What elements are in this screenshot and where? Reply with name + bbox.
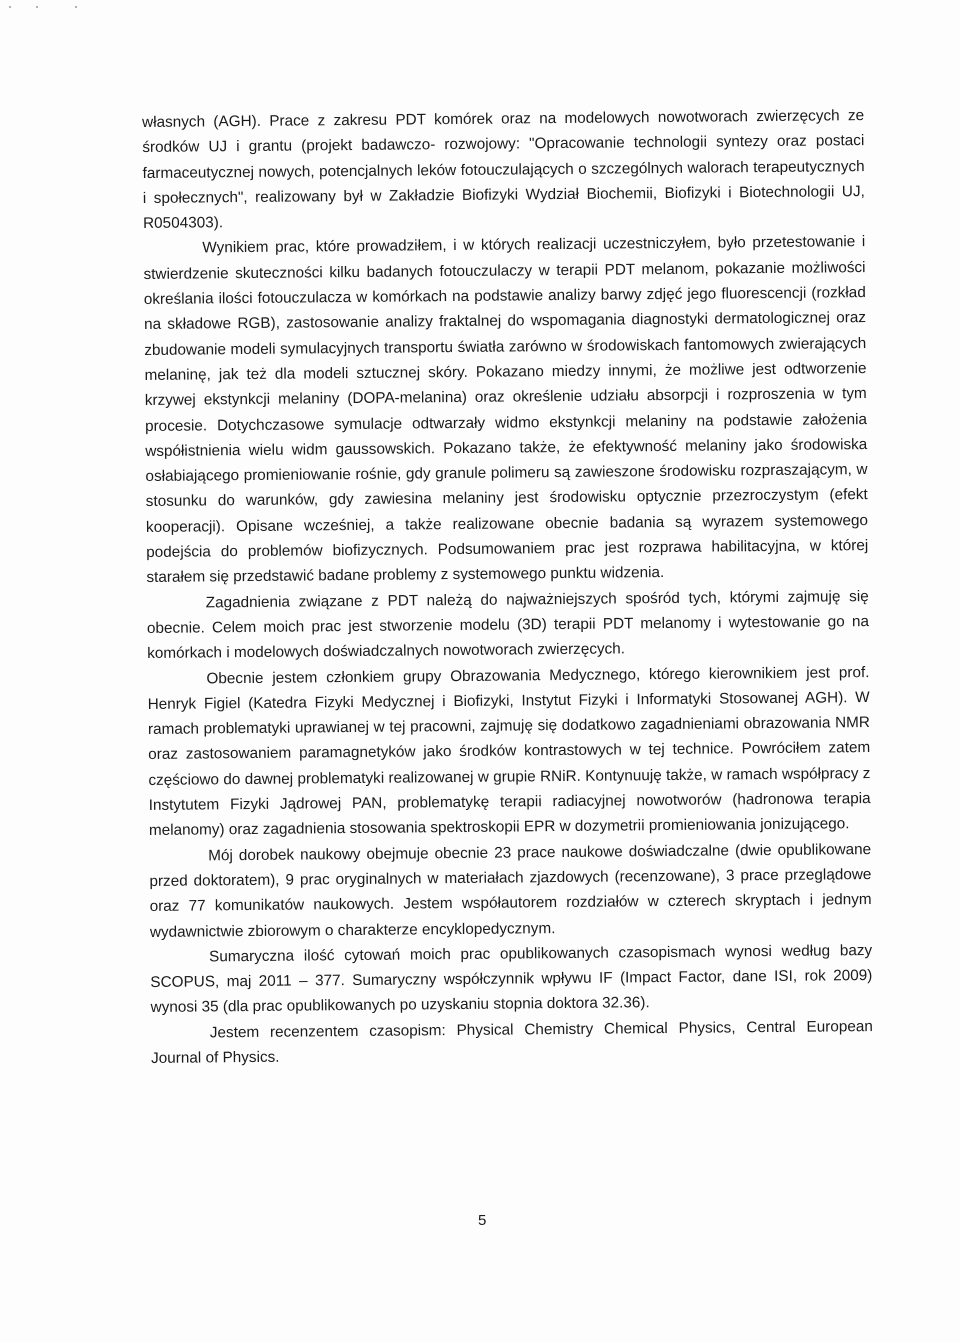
paragraph-continuation: własnych (AGH). Prace z zakresu PDT komórek oraz na modelowych nowotworach zwierzęcych ze środków UJ i grantu (projekt badawczo- rozwojowy: "Opracowanie technologii syntezy oraz postaci farmaceutycznej nowych, potencjalnych leków fotouczulających o szczególnych walorach terapeutycznych i społecznych", realizowany był w Zakładzie Biofizyki Wydział Biochemii, Biofizyki i Biotechnologii UJ, R0504303). [142,107,865,233]
paragraph-research-results: Wynikiem prac, które prowadziłem, i w których realizacji uczestniczyłem, było przetestowanie i stwierdzenie skuteczności kilku badanych fotouczulaczy w terapii PDT melanom, pokazanie możliwości określania ilości fotouczulacza w komórkach na podstawie analizy barwy zdjęć jego fluorescencji (rozkład na składowe RGB), zastosowanie analizy fraktalnej do wspomagania diagnostyki dermatologicznej oraz zbudowanie modeli symulacyjnych transportu światła zarówno w środowiskach fantomowych zwierających melaninę, jak też dla modeli sztucznej skóry. Pokazano miedzy innymi, że możliwe jest odtworzenie krzywej ekstynkcji melaniny (DOPA-melanina) oraz określenie udziału absorpcji i rozproszenia w tym procesie. Dotychczasowe symulacje odtwarzały widmo ekstynkcji melaniny na podstawie założenia współistnienia wielu widm gaussowskich. Pokazano także, że efektywność melaniny jako środowiska osłabiającego promieniowanie rośnie, gdy granule polimeru są zawieszone środowisku rozpraszającym, w stosunku do warunków, gdy zawiesina melaniny jest środowisku optycznie przezroczystym (efekt kooperacji). Opisane wcześniej, a także realizowane obecnie badania są wyrazem systemowego podejścia do problemów biofizycznych. Podsumowaniem prac jest rozprawa habilitacyjna, w której starałem się przedstawić badane problemy z systemowego punktu widzenia. [143,233,869,587]
page-number: 5 [478,1212,487,1229]
paragraph-publications: Mój dorobek naukowy obejmuje obecnie 23 prace naukowe doświadczalne (dwie opublikowane przed doktoratem), 9 prac oryginalnych w materiałach zjazdowych (recenzowane), 3 prace przeglądowe oraz 77 komunikatów naukowych. Jestem współautorem rozdziałów w czterech skryptach i jednym wydawnictwie zbiorowym o charakterze encyklopedycznym. [149,840,872,941]
paragraph-pdt-topics: Zagadnienia związane z PDT należą do najważniejszych spośród tych, którymi zajmuję się obecnie. Celem moich prac jest stworzenie modelu (3D) terapii PDT melanomy i wytestowanie go na komórkach i modelowych doświadczalnych nowotworach zwierzęcych. [146,587,870,663]
paragraph-medical-imaging-group: Obecnie jestem członkiem grupy Obrazowania Medycznego, którego kierownikiem jest prof. Henryk Figiel (Katedra Fizyki Medycznej i Biofizyki, Instytut Fizyki i Informatyki Stosowanej AGH). W ramach problematyki uprawianej w tej pracowni, zajmuję się dodatkowo zagadnieniami obrazowania NMR oraz zastosowaniem paramagnetyków jako środków kontrastowych w tej technice. Powróciłem zatem częściowo do dawnej problematyki realizowanej w grupie RNiR. Kontynuuję także, w ramach współpracy z Instytutem Fizyki Jądrowej PAN, problematykę terapii radiacyjnej nowotworów (hadronowa terapia melanomy) oraz zagadnienia stosowania spektroskopii EPR w dozymetrii promieniowania jonizującego. [147,663,871,840]
scan-artifact [36,6,38,8]
scan-artifact [9,6,11,8]
body-text [142,103,873,1071]
paragraph-citations: Sumaryczna ilość cytowań moich prac opublikowanych czasopismach wynosi według bazy SCOPUS, maj 2011 – 377. Sumaryczny współczynnik wpływu IF (Impact Factor, dane ISI, rok 2009) wynosi 35 (dla prac opublikowanych po uzyskaniu stopnia doktora 32.36). [150,941,873,1017]
scan-artifact [75,6,77,8]
paragraph-reviewer: Jestem recenzentem czasopism: Physical Chemistry Chemical Physics, Central European Journal of Physics. [151,1017,873,1067]
